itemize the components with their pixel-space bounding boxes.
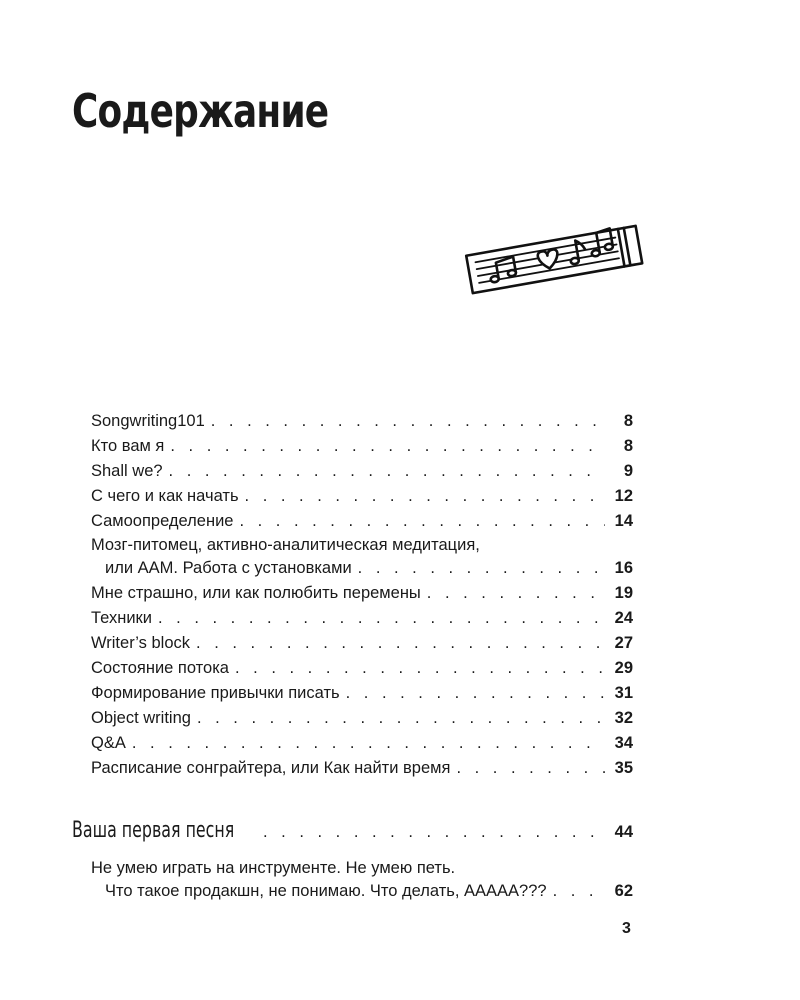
toc-entry-page: 35 bbox=[614, 759, 633, 777]
toc-entry[interactable] bbox=[91, 606, 633, 631]
toc-entry-title: Состояние потока bbox=[91, 659, 229, 677]
leader-dots bbox=[158, 606, 605, 631]
toc-entry-title: Мне страшно, или как полюбить перемены bbox=[91, 584, 421, 602]
toc-entry[interactable] bbox=[91, 756, 633, 781]
toc-entry[interactable] bbox=[91, 581, 633, 606]
toc-entry-page: 27 bbox=[614, 634, 633, 652]
toc-entry[interactable] bbox=[91, 459, 633, 484]
toc-entry-title: Writer’s block bbox=[91, 634, 191, 652]
toc-entry-page: 12 bbox=[614, 487, 633, 505]
toc-entry-page: 14 bbox=[614, 512, 633, 530]
toc-entry-title-continued: или ААМ. Работа с установками bbox=[105, 559, 352, 577]
leader-dots bbox=[553, 879, 605, 904]
toc-entry-page: 8 bbox=[623, 412, 633, 430]
leader-dots bbox=[197, 706, 605, 731]
leader-dots bbox=[211, 409, 605, 434]
toc-entry[interactable] bbox=[91, 731, 633, 756]
page-title: Содержание bbox=[72, 84, 329, 138]
toc-entry[interactable] bbox=[91, 509, 633, 534]
leader-dots bbox=[132, 731, 605, 756]
toc-entry-title: Object writing bbox=[91, 709, 191, 727]
toc-entry-page: 31 bbox=[614, 684, 633, 702]
section-title: Ваша первая песня bbox=[72, 818, 235, 843]
toc-entry[interactable] bbox=[91, 656, 633, 681]
toc-entry-title: Техники bbox=[91, 609, 152, 627]
leader-dots bbox=[196, 631, 605, 656]
toc-entry-title: Не умею играть на инструменте. Не умею петь. bbox=[91, 859, 456, 877]
toc-entry[interactable] bbox=[91, 706, 633, 731]
leader-dots bbox=[358, 556, 605, 581]
leader-dots bbox=[346, 681, 605, 706]
toc-entry-page: 24 bbox=[614, 609, 633, 627]
section-entries bbox=[91, 857, 633, 904]
section-page: 44 bbox=[614, 823, 633, 841]
toc-entry-title-continued: Что такое продакшн, не понимаю. Что делать, ААААА??? bbox=[105, 882, 547, 900]
leader-dots bbox=[235, 656, 605, 681]
toc-entry[interactable] bbox=[91, 434, 633, 459]
toc-entry-title: Songwriting101 bbox=[91, 412, 205, 430]
toc-entry-page: 9 bbox=[623, 462, 633, 480]
leader-dots bbox=[239, 509, 605, 534]
toc-entry-title: Shall we? bbox=[91, 462, 163, 480]
leader-dots bbox=[245, 484, 605, 509]
leader-dots bbox=[169, 459, 605, 484]
toc-section-heading[interactable] bbox=[72, 818, 633, 843]
leader-dots bbox=[427, 581, 605, 606]
toc-entry-title: Формирование привычки писать bbox=[91, 684, 340, 702]
toc-entry-page: 19 bbox=[614, 584, 633, 602]
toc-entry-title: Кто вам я bbox=[91, 437, 165, 455]
toc-entry[interactable] bbox=[91, 681, 633, 706]
toc-entry-page: 32 bbox=[614, 709, 633, 727]
toc-entry-page: 62 bbox=[614, 882, 633, 900]
toc-entry-title: Q&A bbox=[91, 734, 126, 752]
toc-entry-title: Самоопределение bbox=[91, 512, 234, 530]
leader-dots bbox=[263, 823, 609, 842]
toc-entry-page: 16 bbox=[614, 559, 633, 577]
leader-dots bbox=[170, 434, 605, 459]
toc-entry[interactable] bbox=[91, 409, 633, 434]
toc-entry-title: Расписание сонграйтера, или Как найти время bbox=[91, 759, 451, 777]
toc-entry-page: 8 bbox=[623, 437, 633, 455]
toc-entry[interactable] bbox=[91, 857, 633, 904]
page-number: 3 bbox=[622, 920, 631, 937]
toc-entry-title: Мозг-питомец, активно-аналитическая медитация, bbox=[91, 536, 480, 554]
toc-entry[interactable] bbox=[91, 631, 633, 656]
toc-entry-title: С чего и как начать bbox=[91, 487, 239, 505]
toc-entry[interactable] bbox=[91, 484, 633, 509]
toc-entry[interactable] bbox=[91, 534, 633, 581]
toc-entry-page: 34 bbox=[614, 734, 633, 752]
toc-entry-page: 29 bbox=[614, 659, 633, 677]
music-staff-heart-icon bbox=[462, 218, 652, 298]
leader-dots bbox=[456, 756, 605, 781]
table-of-contents bbox=[91, 409, 633, 781]
